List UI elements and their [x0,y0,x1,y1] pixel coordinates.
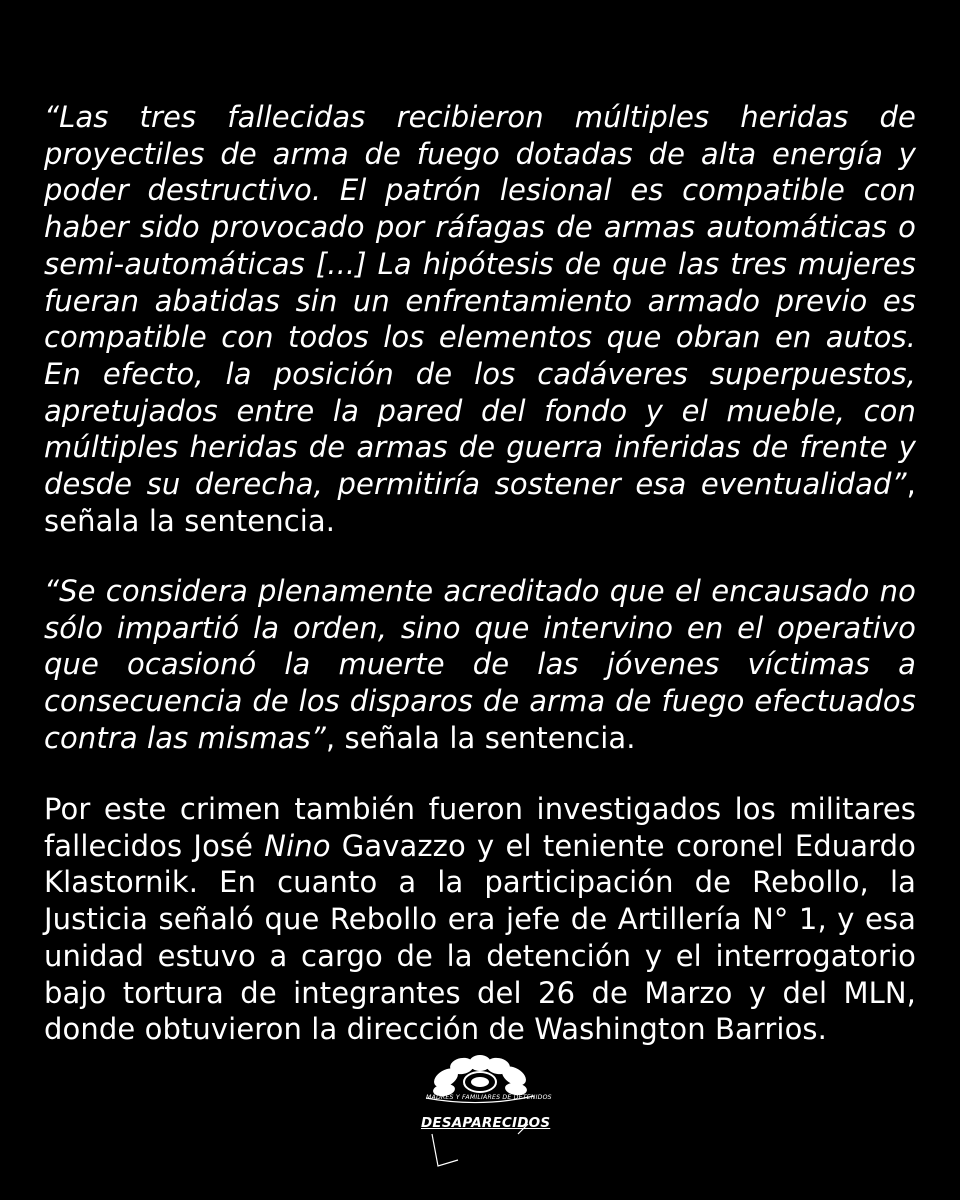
logo-tagline: MADRES Y FAMILIARES DE DETENIDOS [426,1094,552,1101]
paragraph-quote-sentence [44,573,916,757]
logo-name: DESAPARECIDOS [421,1115,551,1131]
quote-attribution: , señala la sentencia. [44,467,916,538]
quote-attribution: , señala la sentencia. [325,720,636,755]
investigation-text-end: Gavazzo y el teniente coronel Eduardo Klastornik. En cuanto a la participación de Rebollo, la Justicia señaló que Rebollo era jefe de Artillería N° 1, y esa unidad estuvo a cargo de la detención y el interrogatorio bajo tortura de integrantes del 26 de Marzo y del MLN, donde obtuvieron la dirección de Washington Barrios. [44,828,916,1047]
quote-forensic-report: “Las tres fallecidas recibieron múltiples heridas de proyectiles de arma de fuego dotadas de alta energía y poder destructivo. El patrón lesional es compatible con haber sido provocado por ráfagas de armas automáticas o semi-automáticas [...] La hipótesis de que las tres mujeres fueran abatidas sin un enfrentamiento armado previo es compatible con todos los elementos que obran en autos. En efecto, la posición de los cadáveres superpuestos, apretujados entre la pared del fondo y el mueble, con múltiples heridas de armas de guerra inferidas de frente y desde su derecha, permitiría sostener esa eventualidad” [44,100,916,502]
investigation-text-start: Por este crimen también fueron investigados los militares fallecidos José [44,792,916,863]
paragraph-investigation [44,791,916,1048]
quote-sentence: “Se considera plenamente acreditado que el encausado no sólo impartió la orden, sino que intervino en el operativo que ocasionó la muerte de las jóvenes víctimas a consecuencia de los disparos de arma de fuego efectuados contra las mismas” [44,574,916,755]
nickname: Nino [264,828,331,863]
daisy-flower-icon [418,1054,552,1174]
paragraph-quote-forensic [44,99,916,539]
